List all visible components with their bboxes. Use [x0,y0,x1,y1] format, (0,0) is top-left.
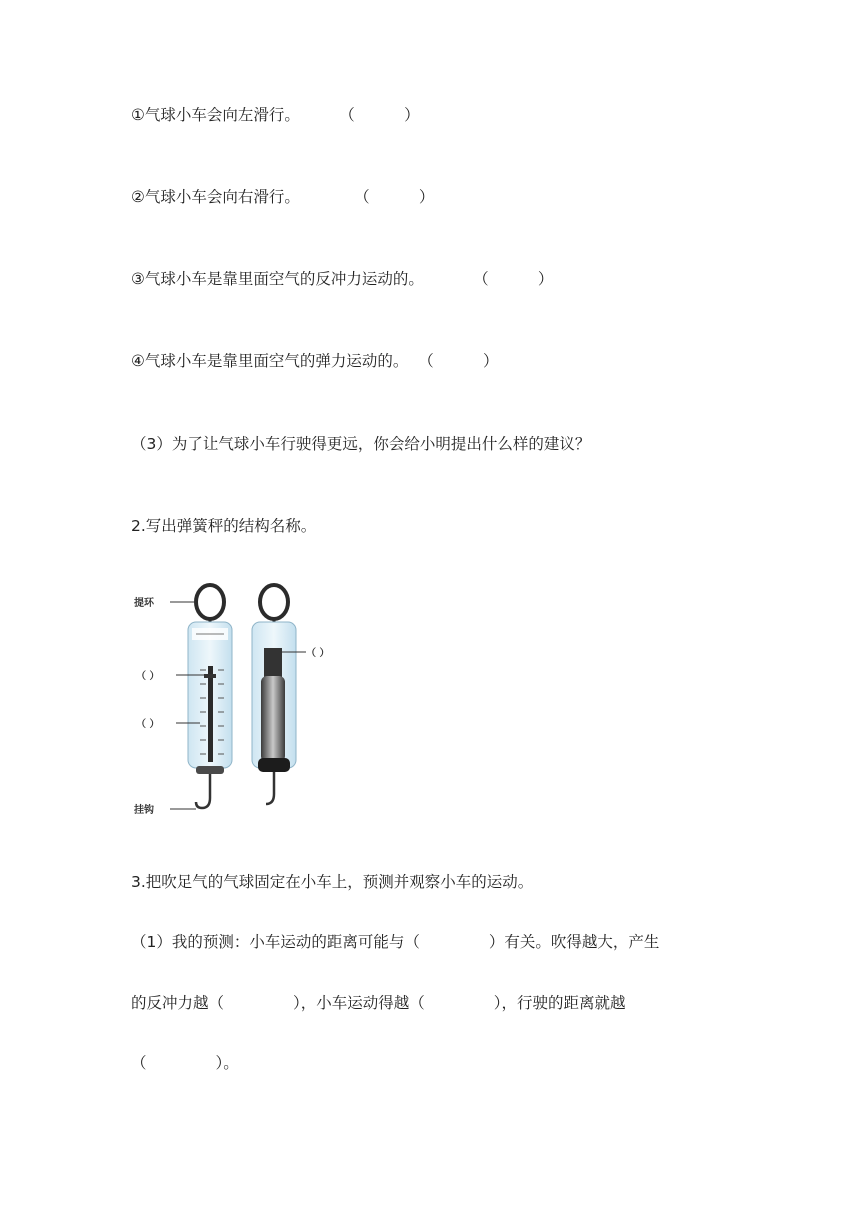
q3-part-1-line-c: （ ）。 [131,1054,239,1072]
label-blank-3: （ ） [306,648,330,659]
spring-icon [261,676,285,762]
spring-scale-figure [130,578,360,828]
label-blank-2: （ ） [136,719,160,730]
q1-part-3: （3）为了让气球小车行驶得更远，你会给小明提出什么样的建议？ [131,435,591,453]
label-blank-1: （ ） [136,671,160,682]
right-ring-icon [260,585,288,619]
q1-option-2: ②气球小车会向右滑行。 （ ） [131,188,435,206]
hook-icon [196,774,210,808]
q1-option-1: ①气球小车会向左滑行。 （ ） [131,106,420,124]
spring-scale-illustration [130,578,360,828]
q1-option-3: ③气球小车是靠里面空气的反冲力运动的。 （ ） [131,270,554,288]
label-hook: 挂钩 [134,805,154,816]
label-ring: 提环 [134,598,154,609]
q2-title: 2.写出弹簧秤的结构名称。 [131,517,317,535]
left-ring-icon [196,585,224,619]
q3-title: 3.把吹足气的气球固定在小车上，预测并观察小车的运动。 [131,873,534,891]
q3-part-1-line-a: （1）我的预测：小车运动的距离可能与（ ）有关。吹得越大，产生 [131,933,660,951]
q1-option-4: ④气球小车是靠里面空气的弹力运动的。 （ ） [131,352,499,370]
q3-part-1-line-b: 的反冲力越（ ），小车运动得越（ ），行驶的距离就越 [131,994,626,1012]
